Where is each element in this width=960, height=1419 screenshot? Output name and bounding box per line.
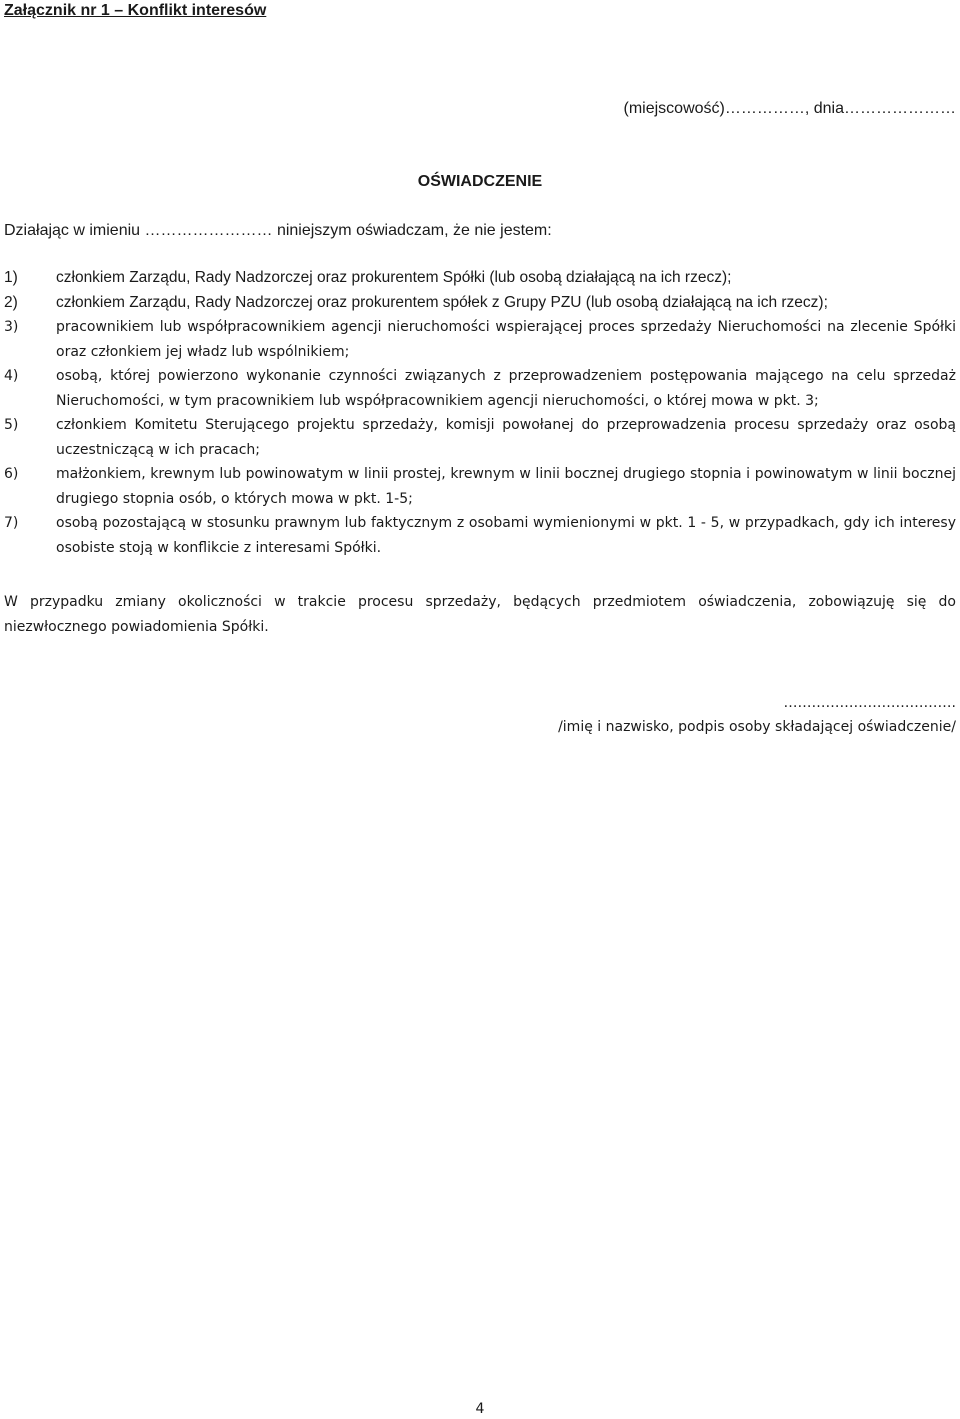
list-item-number: 1) — [4, 269, 18, 286]
list-item-number: 4) — [4, 368, 19, 384]
list-item-text: małżonkiem, krewnym lub powinowatym w linii prostej, krewnym w linii bocznej drugiego stopnia i powinowatym w linii bocznej drugiego stopnia osób, o których mowa w pkt. 1-5; — [56, 466, 956, 507]
list-item — [4, 462, 956, 511]
list-item-number: 7) — [4, 515, 19, 531]
document-title: OŚWIADCZENIE — [417, 173, 543, 190]
list-item — [4, 364, 956, 413]
list-item — [4, 315, 956, 364]
attachment-heading: Załącznik nr 1 – Konflikt interesów — [4, 2, 267, 19]
declaration-list — [4, 266, 956, 560]
signature-line: ………………………………. — [783, 695, 956, 711]
closing-paragraph: W przypadku zmiany okoliczności w trakcie procesu sprzedaży, będących przedmiotem oświadczenia, zobowiązuję się do niezwłocznego powiadomienia Spółki. — [4, 594, 956, 635]
place-date-line: (miejscowość)……………, dnia………………… — [623, 100, 956, 117]
list-item-text: członkiem Komitetu Sterującego projektu sprzedaży, komisji powołanej do przeprowadzenia procesu sprzedaży oraz osobą uczestniczącą w ich pracach; — [56, 417, 956, 458]
list-item — [4, 291, 956, 316]
list-item — [4, 413, 956, 462]
list-item-number: 3) — [4, 319, 19, 335]
signature-label: /imię i nazwisko, podpis osoby składającej oświadczenie/ — [558, 719, 956, 735]
list-item-text: osobą pozostającą w stosunku prawnym lub faktycznym z osobami wymienionymi w pkt. 1 - 5, w przypadkach, gdy ich interesy osobiste stoją w konflikcie z interesami Spółki. — [56, 515, 956, 556]
list-item-text: członkiem Zarządu, Rady Nadzorczej oraz prokurentem spółek z Grupy PZU (lub osobą działającą na ich rzecz); — [56, 293, 828, 311]
list-item-number: 2) — [4, 293, 18, 311]
list-item-text: osobą, której powierzono wykonanie czynności związanych z przeprowadzeniem postępowania mającego na celu sprzedaż Nieruchomości, w tym pracownikiem lub współpracownikiem agencji nieruchomości, o której mowa w pkt. 3; — [56, 368, 956, 409]
intro-statement: Działając w imieniu …………………… niniejszym oświadczam, że nie jestem: — [4, 222, 552, 239]
page-number: 4 — [475, 1401, 485, 1417]
list-item — [4, 511, 956, 560]
list-item-number: 6) — [4, 466, 19, 482]
list-item-text: pracownikiem lub współpracownikiem agencji nieruchomości wspierającej proces sprzedaży Nieruchomości na zlecenie Spółki oraz członkiem jej władz lub wspólnikiem; — [56, 319, 956, 360]
list-item-number: 5) — [4, 417, 19, 433]
list-item — [4, 266, 956, 291]
list-item-text: członkiem Zarządu, Rady Nadzorczej oraz prokurentem Spółki (lub osobą działającą na ich rzecz); — [56, 269, 732, 286]
